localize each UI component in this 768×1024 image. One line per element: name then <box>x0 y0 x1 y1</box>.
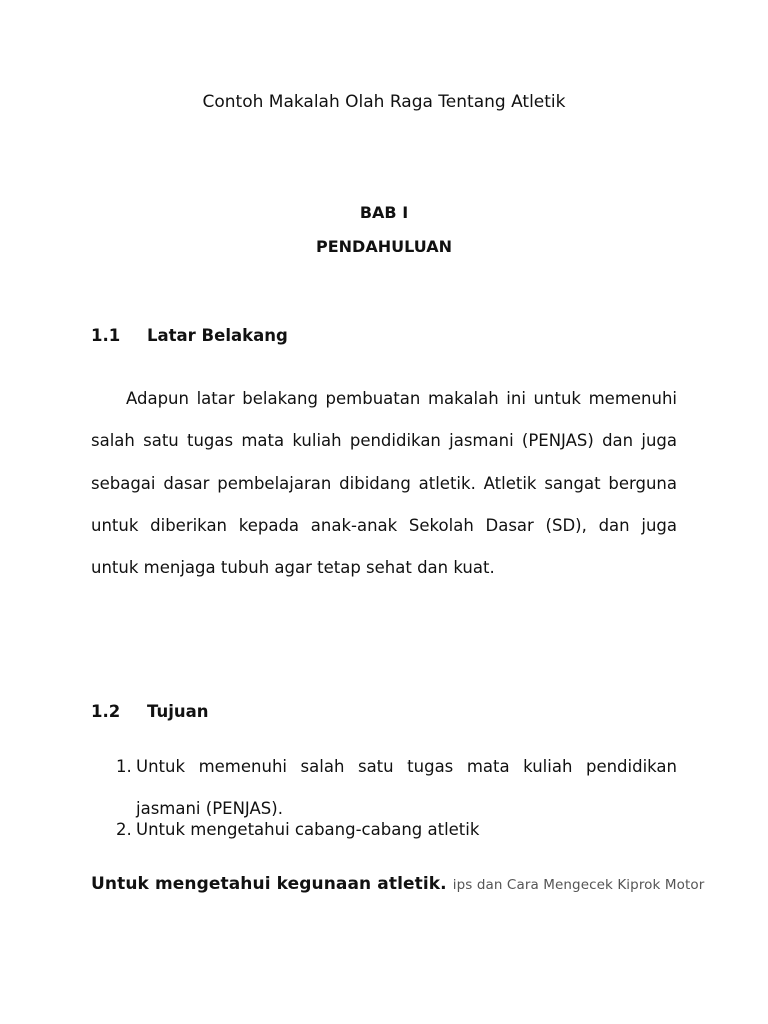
section-number: 1.2 <box>91 702 121 721</box>
list-item <box>116 820 677 839</box>
section-title: Tujuan <box>147 702 209 721</box>
chapter-title: PENDAHULUAN <box>316 237 452 256</box>
section-number: 1.1 <box>91 326 121 345</box>
last-line-text: Untuk mengetahui kegunaan atletik. <box>91 874 447 894</box>
paragraph-text: Adapun latar belakang pembuatan makalah ini untuk memenuhi salah satu tugas mata kuliah pendidikan jasmani (PENJAS) dan juga sebagai dasar pembelajaran dibidang atletik. Atletik sangat berguna untuk diberikan kepada anak-anak Sekolah Dasar (SD), dan juga untuk menjaga tubuh agar tetap sehat dan kuat. <box>91 389 677 578</box>
overlay-link-text[interactable]: ips dan Cara Mengecek Kiprok Motor <box>452 877 705 893</box>
list-text: Untuk mengetahui cabang-cabang atletik <box>136 820 480 839</box>
background-paragraph <box>91 378 677 589</box>
section-heading-tujuan <box>91 702 208 721</box>
section-title: Latar Belakang <box>147 326 288 345</box>
list-item-continuation: jasmani (PENJAS). <box>136 799 283 818</box>
list-text: Untuk memenuhi salah satu tugas mata kuliah pendidikan <box>136 757 677 776</box>
chapter-number: BAB I <box>359 203 409 222</box>
document-title: Contoh Makalah Olah Raga Tentang Atletik <box>202 92 566 112</box>
list-item <box>116 757 677 776</box>
list-number: 2. <box>116 820 132 839</box>
last-line <box>91 874 704 894</box>
section-heading-latar-belakang <box>91 326 288 345</box>
list-number: 1. <box>116 757 132 776</box>
